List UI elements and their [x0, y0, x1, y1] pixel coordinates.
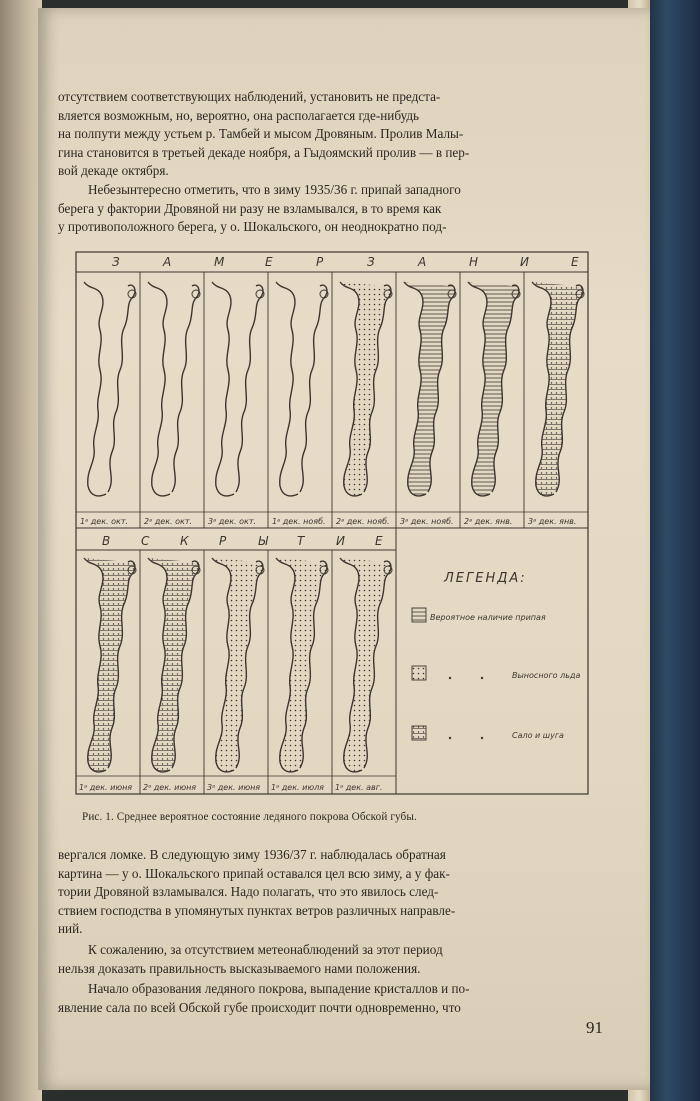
text-line: вергался ломке. В следующую зиму 1936/37 г. наблюдалась обратная: [58, 847, 446, 862]
gulf-map: [148, 282, 200, 496]
text-line: отсутствием соответствующих наблюдений, установить не предста-: [58, 89, 441, 104]
text-line: ний.: [58, 921, 83, 937]
figure-caption: Рис. 1. Среднее вероятное состояние ледяного покрова Обской губы.: [82, 811, 417, 823]
freeze-header-letter: З: [112, 255, 120, 269]
breakup-header-letter: И: [336, 534, 345, 548]
bottom-paragraph: [58, 846, 618, 939]
fourth-paragraph: [58, 941, 618, 978]
breakup-header-letter: Е: [375, 534, 383, 548]
top-paragraph: [58, 88, 618, 181]
gulf-map: [340, 282, 392, 496]
book-binding: [644, 0, 700, 1101]
facing-page: [0, 0, 42, 1101]
breakup-header-letter: Р: [219, 534, 227, 548]
gulf-map: [84, 282, 136, 496]
text-line: у противоположного берега, у о. Шокальского, он неоднократно под-: [58, 219, 447, 235]
text-line: вляется возможным, но, вероятно, она располагается где-нибудь: [58, 107, 420, 123]
gulf-map: [404, 282, 456, 496]
breakup-header-letter: Т: [297, 534, 305, 548]
freeze-header-letter: Е: [265, 255, 273, 269]
freeze-date-label: 3ᵃ дек. янв.: [528, 517, 577, 526]
legend-title: ЛЕГЕНДА:: [444, 571, 527, 586]
freeze-header-letter: Е: [571, 255, 579, 269]
freeze-header-letter: Р: [316, 255, 324, 269]
breakup-header-letter: К: [180, 534, 189, 548]
legend-label: Вероятное наличие припая: [430, 613, 546, 622]
gulf-map: [468, 282, 520, 496]
breakup-header-letter: В: [102, 534, 111, 548]
legend-swatch: [412, 726, 426, 740]
text-line: ствием господства в упомянутых пунктах ветров различных направле-: [58, 902, 456, 918]
gulf-map: [212, 558, 264, 772]
freeze-date-label: 3ᵃ дек. нояб.: [400, 517, 454, 526]
gulf-map: [532, 282, 584, 496]
text-line: тории Дровяной взламывался. Надо полагать, что это явилось след-: [58, 884, 439, 900]
breakup-date-label: 1ᵃ дек. авг.: [335, 783, 383, 792]
text-line: вой декаде октября.: [58, 163, 169, 179]
breakup-date-label: 1ᵃ дек. июля: [271, 783, 324, 792]
text-line: картина — у о. Шокальского припай оставался цел всю зиму, а у фак-: [58, 865, 450, 881]
text-line: гина становится в третьей декаде ноября, а Гыдоямский пролив — в пер-: [58, 144, 470, 160]
gulf-map: [148, 558, 200, 772]
gulf-map: [212, 282, 264, 496]
book-page: [38, 8, 650, 1090]
freeze-header-letter: И: [520, 255, 529, 269]
freeze-date-label: 2ᵃ дек. янв.: [464, 517, 513, 526]
legend-swatch: [412, 666, 426, 680]
breakup-date-label: 2ᵃ дек. июня: [143, 783, 197, 792]
legend-label: Сало и шуга: [512, 731, 564, 740]
ice-cover-figure: [46, 246, 594, 802]
freeze-date-label: 2ᵃ дек. окт.: [144, 517, 193, 526]
breakup-date-label: 3ᵃ дек. июня: [207, 783, 261, 792]
freeze-date-label: 3ᵃ дек. окт.: [208, 517, 257, 526]
page-number: 91: [586, 1018, 603, 1037]
freeze-date-label: 2ᵃ дек. нояб.: [336, 517, 390, 526]
fifth-paragraph: [58, 980, 618, 1017]
text-line: берега у фактории Дровяной ни разу не взламывался, в то время как: [58, 200, 442, 216]
text-line: нельзя доказать правильность высказываемого нами положения.: [58, 960, 421, 976]
text-line: явление сала по всей Обской губе происходит почти одновременно, что: [58, 999, 461, 1015]
freeze-header-letter: М: [214, 255, 225, 269]
freeze-header-letter: З: [367, 255, 375, 269]
gulf-map: [276, 282, 328, 496]
gulf-map: [340, 558, 392, 772]
text-line: Небезынтересно отметить, что в зиму 1935/36 г. припай западного: [88, 182, 461, 197]
freeze-date-label: 1ᵃ дек. нояб.: [272, 517, 326, 526]
freeze-header-letter: А: [163, 255, 172, 269]
legend-label: Выносного льда: [512, 671, 581, 680]
breakup-header-letter: С: [141, 534, 150, 548]
text-line: Начало образования ледяного покрова, выпадение кристаллов и по-: [88, 981, 470, 996]
text-line: К сожалению, за отсутствием метеонаблюдений за этот период: [88, 942, 443, 957]
second-paragraph: [58, 181, 618, 237]
freeze-header-letter: А: [418, 255, 427, 269]
gulf-map: [84, 558, 136, 772]
breakup-date-label: 1ᵃ дек. июня: [79, 783, 133, 792]
freeze-date-label: 1ᵃ дек. окт.: [80, 517, 129, 526]
freeze-header-letter: Н: [469, 255, 479, 269]
gulf-map: [276, 558, 328, 772]
breakup-header-letter: Ы: [258, 534, 268, 548]
text-line: на полпути между устьем р. Тамбей и мысом Дровяным. Пролив Малы-: [58, 126, 464, 142]
legend-swatch: [412, 608, 426, 622]
